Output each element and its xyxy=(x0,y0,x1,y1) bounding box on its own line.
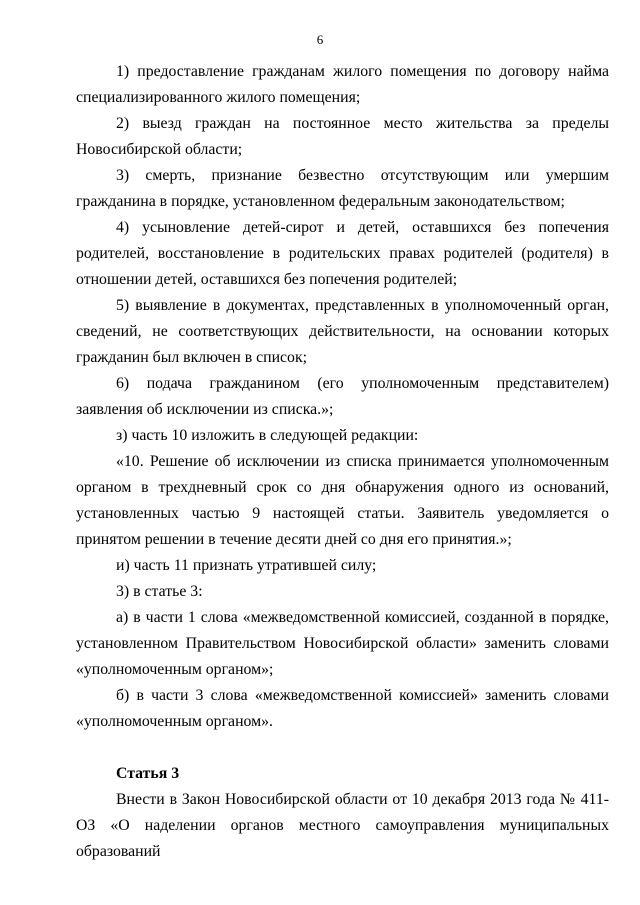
list-item: з) часть 10 изложить в следующей редакции: xyxy=(116,427,419,444)
page-number: 6 xyxy=(316,32,324,47)
list-item: 2) выезд граждан на постоянное место жительства за пределы Новосибирской области; xyxy=(76,115,609,158)
article-heading: Статья 3 xyxy=(116,765,180,782)
body-paragraph: Внести в Закон Новосибирской области от 10 декабря 2013 года № 411-ОЗ «О наделении органов местного самоуправления муниципальных образований xyxy=(76,791,609,860)
list-item: 5) выявление в документах, представленных в уполномоченный орган, сведений, не соответствующих действительности, на основании которых гражданин был включен в список; xyxy=(76,297,609,366)
quoted-paragraph: «10. Решение об исключении из списка принимается уполномоченным органом в трехдневный срок со дня обнаружения одного из оснований, установленных частью 9 настоящей статьи. Заявитель уведомляется о принятом решении в течение десяти дней со дня его принятия.»; xyxy=(76,453,609,548)
list-item: б) в части 3 слова «межведомственной комиссией» заменить словами «уполномоченным органом». xyxy=(76,687,609,730)
list-item: 3) смерть, признание безвестно отсутствующим или умершим гражданина в порядке, установленном федеральным законодательством; xyxy=(76,167,609,210)
list-item: 4) усыновление детей-сирот и детей, оставшихся без попечения родителей, восстановление в родительских правах родителей (родителя) в отношении детей, оставшихся без попечения родителей; xyxy=(76,219,609,288)
list-item: а) в части 1 слова «межведомственной комиссией, созданной в порядке, установленном Правительством Новосибирской области» заменить словами «уполномоченным органом»; xyxy=(76,609,609,678)
list-item: и) часть 11 признать утратившей силу; xyxy=(116,557,377,574)
list-item: 3) в статье 3: xyxy=(116,583,203,600)
list-item: 1) предоставление гражданам жилого помещения по договору найма специализированного жилого помещения; xyxy=(76,63,609,106)
list-item: 6) подача гражданином (его уполномоченным представителем) заявления об исключении из списка.»; xyxy=(76,375,609,418)
